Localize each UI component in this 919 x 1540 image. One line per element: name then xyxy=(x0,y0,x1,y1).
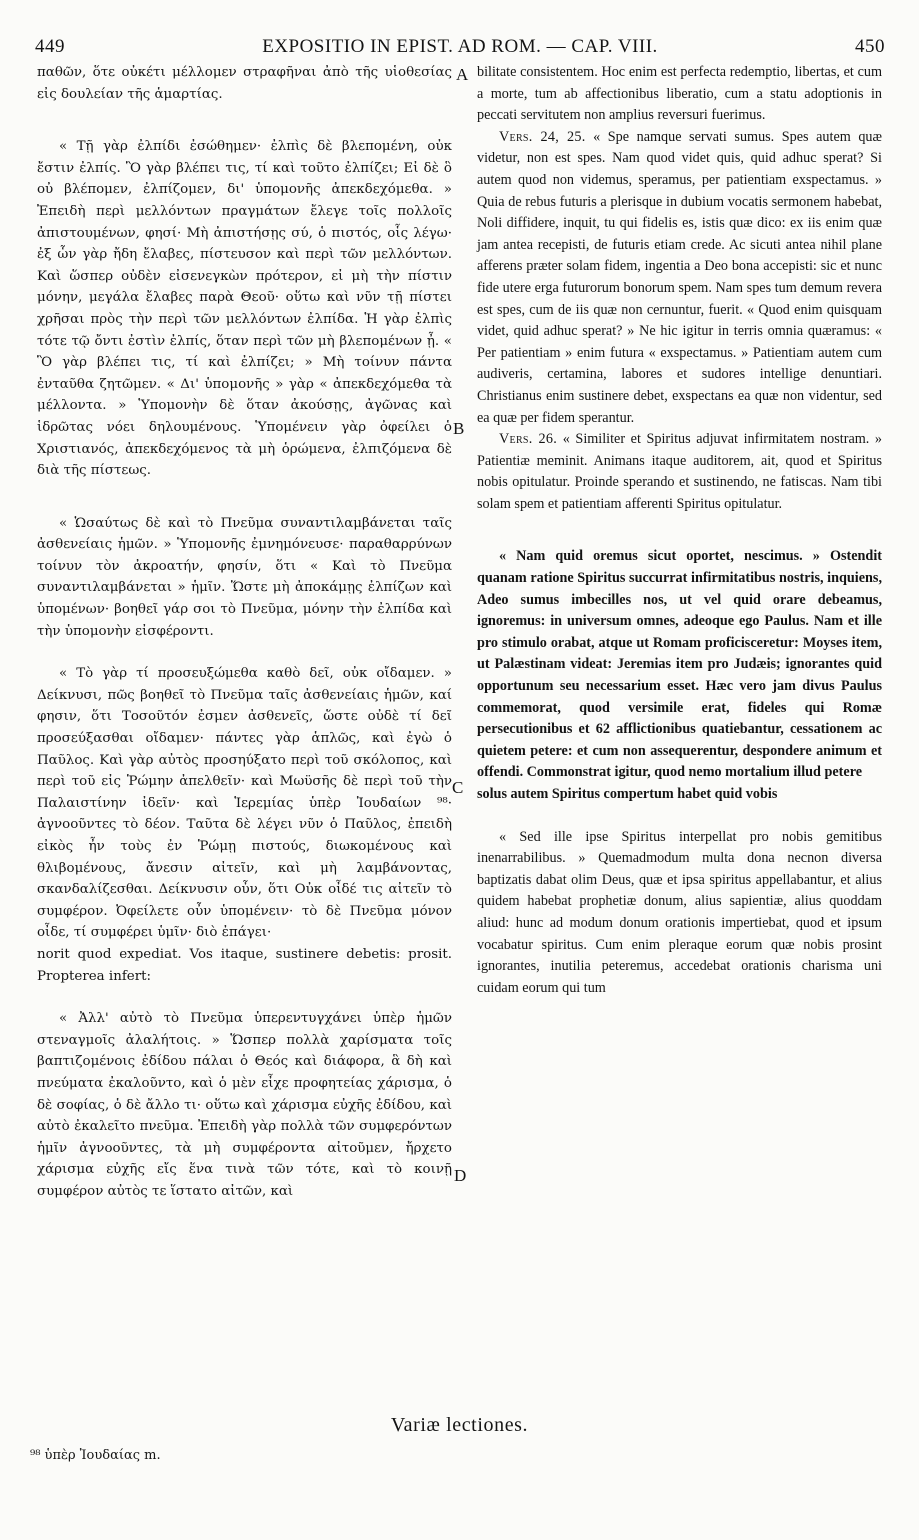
latin-paragraph-2 xyxy=(477,127,882,429)
page-number-right: 450 xyxy=(855,36,885,57)
page-number-left: 449 xyxy=(35,36,65,57)
margin-marker-a: A xyxy=(456,65,469,84)
verse-label-26: Vers. 26. xyxy=(499,431,558,448)
greek-paragraph-3: « Ὡσαύτως δὲ καὶ τὸ Πνεῦμα συναντιλαμβάνεται ταῖς ἀσθενείαις ἡμῶν. » Ὑπομονῆς ἐμνημόνευσε· παραθαρρύνων τοίνυν τὸν ἀκροατήν, φησίν, ὅτι « Καὶ τὸ Πνεῦμα συναντιλαμβάνεται » ἡμῖν. Ὥστε μὴ ἀποκάμῃς ἐλπίζων καὶ ὑπομένων· βοηθεῖ γάρ σοι τὸ Πνεῦμα, μόνην τὴν ἐλπίδα καὶ τὴν ὑπομονὴν εἰσφέροντι. xyxy=(37,515,452,639)
margin-marker-d: D xyxy=(454,1166,467,1185)
latin-paragraph-5: « Sed ille ipse Spiritus interpellat pro nobis gemitibus inenarrabilibus. » Quemadmodum multa dona necnon diversa baptizatis dabat olim Deus, quæ et ipsa spiritus appellabantur, et alius quidem habebat prophetiæ donum, alius sapientiæ, alius quoddam aliud: hunc ad modum donum orationis impertiebat, quod et ipsum vocabatur spiritus. Cum enim pleraque eorum quæ nobis prosint ignorantes, inutilia peteremus, accedebat orationis charisma uni cuidam eorum qui tum xyxy=(477,828,882,996)
margin-marker-c: C xyxy=(452,778,464,797)
greek-paragraph-1: παθῶν, ὅτε οὐκέτι μέλλομεν στραφῆναι ἀπὸ τῆς υἱοθεσίας εἰς δουλείαν τῆς ἁμαρτίας. xyxy=(37,65,452,102)
running-header xyxy=(35,36,885,58)
latin-carryover-left: norit quod expediat. Vos itaque, sustinere debetis: prosit. Propterea infert: xyxy=(37,946,452,984)
latin-paragraph-1: bilitate consistentem. Hoc enim est perfecta redemptio, libertas, et cum a morte, tum ab affectionibus liberatio, cum a statu adoptionis in peccati servitutem non amplius reversuri fuerimus. xyxy=(477,64,882,124)
latin-paragraph-3 xyxy=(477,429,882,515)
latin-carryover-right: solus autem Spiritus compertum habet quid vobis xyxy=(477,786,778,802)
greek-column xyxy=(37,62,452,1203)
variae-lectiones-heading: Variæ lectiones. xyxy=(390,1414,529,1436)
margin-marker-b: B xyxy=(453,419,465,438)
running-title: EXPOSITIO IN EPIST. AD ROM. — CAP. VIII. xyxy=(262,36,658,57)
greek-paragraph-2: « Τῇ γὰρ ἐλπίδι ἐσώθημεν· ἐλπὶς δὲ βλεπομένη, οὐκ ἔστιν ἐλπίς. Ὃ γὰρ βλέπει τις, τί καὶ τοῦτο ἐλπίζει; Εἰ δὲ ὃ οὐ βλέπομεν, ἐλπίζομεν, δι' ὑπομονῆς ἀπεκδεχόμεθα. » Ἐπειδὴ περὶ μελλόντων πραγμάτων ἔλεγε τοῖς πολλοῖς ἀπιστουμένων, φησί· Μὴ ἀπιστήσῃς σύ, ὁ πιστός, οἷς λέγω· ἐξ ὧν γὰρ ἤδη ἔλαβες, πίστευσον καὶ περὶ τῶν μελλόντων. Καὶ ὥσπερ οὐδὲν εἰσενεγκὼν πρότερον, εἰ μὴ τὴν πίστιν μόνην, μεγάλα ἔλαβες παρὰ Θεοῦ· οὕτω καὶ νῦν τῇ πίστει χρῆσαι πρὸς τὴν περὶ τῶν μελλόντων ἐλπίδα. Ἡ γὰρ ἐλπὶς τότε τῷ ὄντι ἐστὶν ἐλπίς, ὅταν περὶ τῶν μὴ βλεπομένων ᾖ. « Ὃ γὰρ βλέπει τις, τί καὶ ἐλπίζει; » Μὴ τοίνυν πάντα ἐνταῦθα ζητῶμεν. « Δι' ὑπομονῆς » γὰρ « ἀπεκδεχόμεθα τὰ μέλλοντα. » Ὑπομονὴν δὲ ὅταν ἀκούσῃς, ἀγῶνας καὶ ἱδρῶτας νόει δηλουμένους. Ὑπομένειν γὰρ ὀφείλει ὁ Χριστιανός, ἀπεκδεχόμενος τὰ μὴ ὁρώμενα, ἐλπιζόμενα δὲ διὰ τῆς πίστεως. xyxy=(37,139,452,479)
greek-paragraph-5: « Ἀλλ' αὐτὸ τὸ Πνεῦμα ὑπερεντυγχάνει ὑπὲρ ἡμῶν στεναγμοῖς ἀλαλήτοις. » Ὥσπερ πολλὰ χαρίσματα τοῖς βαπτιζομένοις ἐδίδου πάλαι ὁ Θεός καὶ διάφορα, ἃ δὴ καὶ πνεύματα ἐκαλοῦντο, καὶ ὁ μὲν εἶχε προφητείας χάρισμα, ὁ δὲ σοφίας, ὁ δὲ ἄλλο τι· οὕτω καὶ χάρισμα εὐχῆς ἐδίδου, καὶ αὐτὸ ἐκαλεῖτο πνεῦμα. Ἐπειδὴ γὰρ πολλὰ τῶν συμφερόντων ἡμῖν ἀγνοοῦντες, τὰ μὴ συμφέροντα αἰτοῦμεν, ἤρχετο χάρισμα εὐχῆς εἴς ἕνα τινὰ τῶν τότε, καὶ τὸ κοινῇ συμφέρον αὐτὸς τε ἵστατο αἰτῶν, καὶ xyxy=(37,1011,452,1199)
verse-label-24-25: Vers. 24, 25. xyxy=(499,128,586,145)
verse-text-24-25: « Spe namque servati sumus. Spes autem quæ videtur, non est spes. Nam quod videt quis, quid adhuc sperat? Si autem quod non videmus, speramus, per patientiam exspectamus. » Quia de rebus futuris a plerisque in dubium vocatis sermonem habebat, Noli diffidere, inquit, tu qui fidelis es, istis quæ dico: ex iis enim quæ jam antea recepisti, de futuris etiam crede. Ac sicuti antea nihil plane afferens præter solam fidem, ingentia a Deo bona accepisti: sic et nunc fide utere erga futurorum bonorum spem. Nam spes tum demum revera est spes, cum de iis quæ non cernuntur, fuerit. « Quod enim quisquam videt, quid adhuc sperat? » Ne hic igitur in terris omnia quæramus: « Per patientiam » enim futura « exspectamus. » Patientiam autem cum audiveris, certamina, labores et sudores intellige denuntiari. Christianus enim sustinere debet, exspectans ea quæ non videntur, sed ea quæ per fidem sperantur. xyxy=(477,128,882,426)
latin-column xyxy=(477,62,882,999)
footnote-98: ⁹⁸ ὑπὲρ Ἰουδαίας m. xyxy=(30,1448,161,1463)
verse-text-26: « Similiter et Spiritus adjuvat infirmitatem nostram. » Patientiæ meminit. Animans itaque auditorem, ait, quod et Spiritus nobis opitulatur. Proinde sperando et sustinendo, ne fatiscas. Nam tibi solam spem et patientiam afferenti Spiritus opitulatur. xyxy=(477,431,882,512)
greek-paragraph-4: « Τὸ γὰρ τί προσευξώμεθα καθὸ δεῖ, οὐκ οἴδαμεν. » Δείκνυσι, πῶς βοηθεῖ τὸ Πνεῦμα ταῖς ἀσθενείαις ἡμῶν, καί φησιν, ὅτι Τοσοῦτόν ἐσμεν ἀσθενεῖς, ὥστε οὐδὲ τί δεῖ προσεύξασθαι οἴδαμεν· πάντες γὰρ ἁπλῶς, καὶ ἐγὼ ὁ Παῦλος. Καὶ γὰρ αὐτὸς προσηύξατο περὶ τοῦ σκόλοπος, καὶ περὶ τοῦ εἰς Ῥώμην ἀπελθεῖν· καὶ Μωϋσῆς δὲ περὶ τοῦ τὴν Παλαιστίνην ἰδεῖν· καὶ Ἱερεμίας ὑπὲρ Ἰουδαίων ⁹⁸· ἀγνοοῦντες τὸ δέον. Ταῦτα δὲ λέγει νῦν ὁ Παῦλος, ἐπειδὴ εἰκὸς ἦν τοὺς ἐν Ῥώμῃ πιστούς, διωκομένους καὶ θλιβομένους, ἄνεσιν αἰτεῖν, καὶ μὴ λαμβάνοντας, σκανδαλίζεσθαι. Δείκνυσιν οὖν, ὅτι Οὐκ οἶδέ τις αἰτεῖν τὸ συμφέρον. Ὀφείλετε οὖν ὑπομένειν· τὸ δὲ Πνεῦμα μόνον οἶδε, τί συμφέρει ὑμῖν· διὸ ἐπάγει· xyxy=(37,666,452,941)
latin-paragraph-4: « Nam quid oremus sicut oportet, nescimus. » Ostendit quanam ratione Spiritus succurrat infirmitatibus nostris, inquiens, Adeo sumus imbecilles nos, ut vel quid orare debeamus, ignoremus: in universum omnes, adeoque ego Paulus. Nam et ille pro stimulo orabat, atque ut Romam proficisceretur: Moyses item, ut Palæstinam videat: Jeremias item pro Judæis; ignorantes quid opportunum seu necessarium esset. Hæc vero jam divus Paulus commemorat, quod versimile erat, fideles qui Romæ persecutionibus et 62 afflictionibus quatiebantur, cessationem ac quietem petere: et cum non assequerentur, despondere animum et offendi. Commonstrat igitur, quod nemo mortalium illud petere xyxy=(477,548,882,781)
